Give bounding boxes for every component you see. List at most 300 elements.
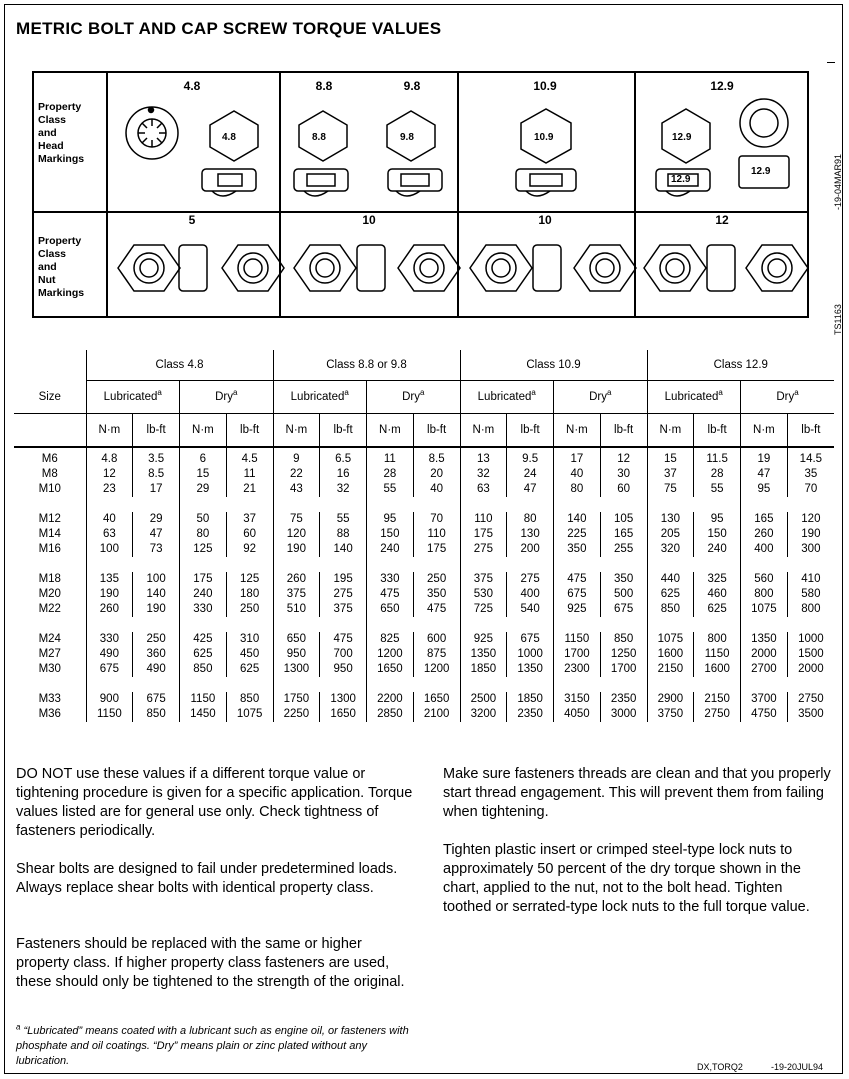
size-cell: M14	[38, 528, 61, 540]
table-row	[14, 447, 834, 467]
torque-cell: 540	[507, 602, 554, 617]
torque-cell: 1650	[367, 662, 414, 677]
head-class-label: 10.9	[533, 79, 557, 93]
dry-header: Dry$^a$	[180, 381, 274, 414]
torque-cell: 150	[367, 527, 414, 542]
torque-cell: 11.5	[694, 447, 741, 467]
torque-cell: 12	[600, 447, 647, 467]
head-class-label: 9.8	[403, 79, 421, 93]
note-right-2: Tighten plastic insert or crimped steel-type lock nuts to approximately 50 percent of the dry torque shown in the chart, applied to the nut, not to the bolt head. Tighten toothed or serrated-type lock nuts to the full torque value.	[443, 842, 810, 915]
torque-cell: 190	[86, 587, 133, 602]
torque-cell: 580	[787, 587, 834, 602]
torque-cell: 675	[554, 587, 601, 602]
markings-diagram	[32, 71, 809, 318]
unit-lbft-header: lb-ft	[787, 414, 834, 448]
unit-blank	[14, 414, 86, 448]
torque-cell: 190	[273, 542, 320, 557]
torque-cell: 2250	[273, 707, 320, 722]
torque-cell: 530	[460, 587, 507, 602]
class-header: Class 12.9	[647, 350, 834, 381]
torque-cell: 17	[133, 482, 180, 497]
page-title: METRIC BOLT AND CAP SCREW TORQUE VALUES	[16, 19, 442, 38]
size-header: Size	[14, 350, 86, 414]
unit-lbft-header: lb-ft	[694, 414, 741, 448]
side-code-date: -19-04MAR91	[833, 153, 843, 210]
torque-cell: 330	[86, 632, 133, 647]
table-row	[14, 602, 834, 617]
torque-cell: 55	[320, 512, 367, 527]
torque-cell: 50	[180, 512, 227, 527]
torque-cell: 190	[133, 602, 180, 617]
torque-cell: 1600	[647, 647, 694, 662]
torque-cell: 675	[86, 662, 133, 677]
size-cell: M27	[38, 648, 61, 660]
torque-cell: 130	[647, 512, 694, 527]
torque-cell: 350	[413, 587, 460, 602]
torque-cell: 22	[273, 467, 320, 482]
unit-nm-header: N·m	[647, 414, 694, 448]
torque-cell: 47	[133, 527, 180, 542]
torque-cell: 105	[600, 512, 647, 527]
torque-cell: 60	[226, 527, 273, 542]
torque-cell: 3200	[460, 707, 507, 722]
unit-nm-header: N·m	[554, 414, 601, 448]
torque-cell: 4.5	[226, 447, 273, 467]
torque-cell: 2200	[367, 692, 414, 707]
torque-cell: 3000	[600, 707, 647, 722]
torque-cell: 13	[460, 447, 507, 467]
torque-cell: 1350	[460, 647, 507, 662]
torque-cell: 55	[367, 482, 414, 497]
torque-cell: 510	[273, 602, 320, 617]
torque-cell: 95	[741, 482, 788, 497]
torque-cell: 800	[694, 632, 741, 647]
torque-cell: 40	[413, 482, 460, 497]
torque-cell: 205	[647, 527, 694, 542]
class-header: Class 8.8 or 9.8	[273, 350, 460, 381]
torque-cell: 1850	[507, 692, 554, 707]
table-row	[14, 527, 834, 542]
torque-cell: 28	[367, 467, 414, 482]
torque-cell: 850	[600, 632, 647, 647]
torque-cell: 4050	[554, 707, 601, 722]
size-cell: M30	[38, 663, 61, 675]
torque-cell: 2300	[554, 662, 601, 677]
group-spacer	[14, 557, 834, 572]
torque-cell: 850	[226, 692, 273, 707]
torque-cell: 925	[460, 632, 507, 647]
size-cell: M8	[41, 468, 58, 480]
nut-10-b-icon	[470, 245, 636, 291]
torque-cell: 2500	[460, 692, 507, 707]
torque-cell: 2000	[787, 662, 834, 677]
table-row	[14, 482, 834, 497]
torque-table	[14, 350, 834, 722]
torque-cell: 1150	[554, 632, 601, 647]
torque-cell: 300	[787, 542, 834, 557]
lubricated-header: Lubricated$^a$	[273, 381, 367, 414]
torque-cell: 125	[180, 542, 227, 557]
torque-cell: 410	[787, 572, 834, 587]
torque-cell: 19	[741, 447, 788, 467]
torque-cell: 1300	[320, 692, 367, 707]
torque-cell: 475	[554, 572, 601, 587]
unit-lbft-header: lb-ft	[600, 414, 647, 448]
torque-cell: 490	[86, 647, 133, 662]
unit-nm-header: N·m	[460, 414, 507, 448]
torque-cell: 400	[741, 542, 788, 557]
torque-cell: 1350	[741, 632, 788, 647]
unit-nm-header: N·m	[273, 414, 320, 448]
head-marking-text: 12.9	[672, 132, 692, 143]
torque-cell: 725	[460, 602, 507, 617]
torque-cell: 1075	[647, 632, 694, 647]
table-row	[14, 572, 834, 587]
torque-cell: 3.5	[133, 447, 180, 467]
nut-class-label: 10	[538, 213, 552, 227]
torque-cell: 100	[86, 542, 133, 557]
torque-cell: 475	[413, 602, 460, 617]
nut-class-label: 10	[362, 213, 376, 227]
unit-nm-header: N·m	[367, 414, 414, 448]
size-cell: M16	[38, 543, 61, 555]
torque-cell: 1075	[226, 707, 273, 722]
torque-cell: 350	[600, 572, 647, 587]
torque-cell: 260	[273, 572, 320, 587]
torque-cell: 30	[600, 467, 647, 482]
torque-cell: 150	[694, 527, 741, 542]
torque-cell: 15	[647, 447, 694, 467]
torque-cell: 2000	[741, 647, 788, 662]
torque-cell: 2350	[507, 707, 554, 722]
head-marking-text: 8.8	[312, 132, 326, 143]
torque-cell: 625	[647, 587, 694, 602]
size-cell: M12	[38, 513, 61, 525]
torque-cell: 23	[86, 482, 133, 497]
table-row	[14, 647, 834, 662]
torque-cell: 1750	[273, 692, 320, 707]
torque-cell: 95	[694, 512, 741, 527]
table-row	[14, 692, 834, 707]
torque-cell: 3500	[787, 707, 834, 722]
nut-class-label: 12	[715, 213, 729, 227]
group-spacer	[14, 677, 834, 692]
torque-cell: 375	[460, 572, 507, 587]
unit-lbft-header: lb-ft	[226, 414, 273, 448]
head-marking-text: 10.9	[534, 132, 554, 143]
head-markings-label: Property Class and Head Markings	[38, 101, 85, 165]
torque-cell: 32	[320, 482, 367, 497]
torque-cell: 32	[460, 467, 507, 482]
torque-cell: 28	[694, 467, 741, 482]
torque-cell: 24	[507, 467, 554, 482]
torque-cell: 950	[273, 647, 320, 662]
class-header: Class 10.9	[460, 350, 647, 381]
doc-date: -19-20JUL94	[771, 1062, 824, 1072]
note-left-1: DO NOT use these values if a different torque value or tightening procedure is given for a specific application. Torque values listed are for general use only. Check tightness of fasteners periodically.	[16, 766, 413, 839]
doc-code: DX,TORQ2	[697, 1062, 743, 1072]
torque-cell: 140	[320, 542, 367, 557]
torque-cell: 2100	[413, 707, 460, 722]
torque-cell: 120	[273, 527, 320, 542]
torque-cell: 1650	[320, 707, 367, 722]
dry-header: Dry$^a$	[367, 381, 461, 414]
torque-cell: 4.8	[86, 447, 133, 467]
torque-cell: 625	[694, 602, 741, 617]
nut-markings-label: Property Class and Nut Markings	[38, 235, 85, 299]
torque-cell: 1150	[86, 707, 133, 722]
head-class-label: 4.8	[183, 79, 201, 93]
markings-illustrations	[34, 73, 807, 316]
torque-cell: 175	[180, 572, 227, 587]
torque-cell: 190	[787, 527, 834, 542]
unit-lbft-header: lb-ft	[133, 414, 180, 448]
torque-cell: 2750	[787, 692, 834, 707]
head-marking-text: 12.9	[751, 166, 771, 177]
torque-cell: 6	[180, 447, 227, 467]
size-cell: M6	[41, 453, 58, 465]
torque-cell: 2150	[647, 662, 694, 677]
torque-cell: 135	[86, 572, 133, 587]
torque-cell: 1700	[600, 662, 647, 677]
torque-cell: 40	[554, 467, 601, 482]
torque-cell: 75	[273, 512, 320, 527]
torque-cell: 440	[647, 572, 694, 587]
torque-cell: 3700	[741, 692, 788, 707]
torque-cell: 100	[133, 572, 180, 587]
torque-cell: 14.5	[787, 447, 834, 467]
torque-cell: 95	[367, 512, 414, 527]
torque-cell: 240	[694, 542, 741, 557]
torque-cell: 37	[226, 512, 273, 527]
table-row	[14, 512, 834, 527]
torque-cell: 800	[741, 587, 788, 602]
table-row	[14, 632, 834, 647]
torque-cell: 140	[133, 587, 180, 602]
size-cell: M24	[38, 633, 61, 645]
unit-lbft-header: lb-ft	[320, 414, 367, 448]
torque-cell: 1450	[180, 707, 227, 722]
torque-cell: 21	[226, 482, 273, 497]
torque-cell: 250	[133, 632, 180, 647]
torque-cell: 600	[413, 632, 460, 647]
unit-nm-header: N·m	[741, 414, 788, 448]
group-spacer	[14, 497, 834, 512]
torque-cell: 73	[133, 542, 180, 557]
torque-cell: 70	[787, 482, 834, 497]
torque-cell: 80	[554, 482, 601, 497]
torque-cell: 425	[180, 632, 227, 647]
dry-header: Dry$^a$	[554, 381, 648, 414]
size-cell: M33	[38, 693, 61, 705]
nut-12-icon	[644, 245, 807, 291]
torque-cell: 360	[133, 647, 180, 662]
torque-cell: 11	[367, 447, 414, 467]
nut-10-icon	[294, 245, 460, 291]
torque-cell: 260	[741, 527, 788, 542]
torque-cell: 3750	[647, 707, 694, 722]
torque-cell: 275	[507, 572, 554, 587]
table-row	[14, 662, 834, 677]
unit-lbft-header: lb-ft	[507, 414, 554, 448]
torque-cell: 180	[226, 587, 273, 602]
torque-cell: 92	[226, 542, 273, 557]
hex-head-9-8-icon	[387, 111, 442, 196]
note-left-2: Shear bolts are designed to fail under predetermined loads. Always replace shear bolts with identical property class.	[16, 861, 398, 896]
torque-cell: 1500	[787, 647, 834, 662]
class-header: Class 4.8	[86, 350, 273, 381]
torque-cell: 120	[787, 512, 834, 527]
torque-cell: 375	[273, 587, 320, 602]
torque-cell: 29	[133, 512, 180, 527]
torque-cell: 80	[180, 527, 227, 542]
torque-cell: 450	[226, 647, 273, 662]
torque-cell: 110	[413, 527, 460, 542]
size-cell: M20	[38, 588, 61, 600]
torque-cell: 2900	[647, 692, 694, 707]
torque-cell: 350	[554, 542, 601, 557]
torque-cell: 29	[180, 482, 227, 497]
torque-cell: 310	[226, 632, 273, 647]
torque-cell: 3150	[554, 692, 601, 707]
lubricated-header: Lubricated$^a$	[86, 381, 180, 414]
torque-cell: 275	[320, 587, 367, 602]
torque-cell: 250	[226, 602, 273, 617]
torque-cell: 260	[86, 602, 133, 617]
torque-cell: 9	[273, 447, 320, 467]
torque-cell: 625	[180, 647, 227, 662]
torque-cell: 825	[367, 632, 414, 647]
size-cell: M36	[38, 708, 61, 720]
torque-cell: 700	[320, 647, 367, 662]
torque-cell: 40	[86, 512, 133, 527]
torque-cell: 110	[460, 512, 507, 527]
size-cell: M10	[38, 483, 61, 495]
torque-cell: 1075	[741, 602, 788, 617]
torque-cell: 140	[554, 512, 601, 527]
note-left-3: Fasteners should be replaced with the same or higher property class. If higher property class fasteners are used, these should only be tightened to the strength of the original.	[16, 936, 405, 990]
torque-cell: 560	[741, 572, 788, 587]
torque-cell: 80	[507, 512, 554, 527]
torque-cell: 175	[413, 542, 460, 557]
torque-cell: 925	[554, 602, 601, 617]
torque-cell: 63	[460, 482, 507, 497]
torque-cell: 2350	[600, 692, 647, 707]
torque-cell: 625	[226, 662, 273, 677]
torque-cell: 1850	[460, 662, 507, 677]
torque-cell: 75	[647, 482, 694, 497]
torque-cell: 15	[180, 467, 227, 482]
torque-cell: 70	[413, 512, 460, 527]
torque-cell: 1000	[787, 632, 834, 647]
torque-cell: 950	[320, 662, 367, 677]
torque-cell: 200	[507, 542, 554, 557]
torque-cell: 88	[320, 527, 367, 542]
torque-cell: 330	[367, 572, 414, 587]
torque-cell: 1650	[413, 692, 460, 707]
dry-header: Dry$^a$	[741, 381, 835, 414]
torque-cell: 4750	[741, 707, 788, 722]
torque-cell: 800	[787, 602, 834, 617]
unit-nm-header: N·m	[86, 414, 133, 448]
torque-cell: 850	[180, 662, 227, 677]
torque-cell: 275	[460, 542, 507, 557]
torque-cell: 900	[86, 692, 133, 707]
torque-cell: 2150	[694, 692, 741, 707]
head-class-label: 8.8	[315, 79, 333, 93]
torque-cell: 130	[507, 527, 554, 542]
torque-cell: 675	[600, 602, 647, 617]
table-row	[14, 467, 834, 482]
nut-5-icon	[118, 245, 284, 291]
corner-mark	[827, 62, 835, 63]
torque-cell: 500	[600, 587, 647, 602]
torque-cell: 850	[647, 602, 694, 617]
torque-cell: 250	[413, 572, 460, 587]
torque-cell: 375	[320, 602, 367, 617]
torque-cell: 240	[180, 587, 227, 602]
size-cell: M22	[38, 603, 61, 615]
unit-lbft-header: lb-ft	[413, 414, 460, 448]
torque-cell: 325	[694, 572, 741, 587]
torque-cell: 1700	[554, 647, 601, 662]
torque-cell: 165	[600, 527, 647, 542]
torque-cell: 17	[554, 447, 601, 467]
torque-cell: 850	[133, 707, 180, 722]
size-cell: M18	[38, 573, 61, 585]
torque-cell: 2750	[694, 707, 741, 722]
group-spacer	[14, 617, 834, 632]
torque-cell: 460	[694, 587, 741, 602]
torque-cell: 11	[226, 467, 273, 482]
torque-cell: 320	[647, 542, 694, 557]
torque-cell: 1150	[180, 692, 227, 707]
torque-cell: 240	[367, 542, 414, 557]
table-row	[14, 542, 834, 557]
torque-cell: 47	[741, 467, 788, 482]
torque-cell: 35	[787, 467, 834, 482]
lubricated-header: Lubricated$^a$	[647, 381, 741, 414]
torque-cell: 37	[647, 467, 694, 482]
torque-cell: 8.5	[413, 447, 460, 467]
unit-nm-header: N·m	[180, 414, 227, 448]
torque-cell: 16	[320, 467, 367, 482]
torque-cell: 330	[180, 602, 227, 617]
torque-cell: 175	[460, 527, 507, 542]
torque-cell: 675	[133, 692, 180, 707]
torque-cell: 43	[273, 482, 320, 497]
torque-cell: 225	[554, 527, 601, 542]
torque-cell: 2850	[367, 707, 414, 722]
torque-cell: 195	[320, 572, 367, 587]
table-row	[14, 707, 834, 722]
head-marking-text: 4.8	[222, 132, 236, 143]
torque-cell: 8.5	[133, 467, 180, 482]
note-right-1: Make sure fasteners threads are clean and that you properly start thread engagement. This will prevent them from failing when tightening.	[443, 766, 831, 820]
torque-cell: 1250	[600, 647, 647, 662]
hex-head-4-8-icon	[202, 111, 258, 196]
head-class-label: 12.9	[710, 79, 734, 93]
hex-head-10-9-icon	[516, 109, 576, 196]
side-code-figure: TS1163	[833, 304, 843, 335]
torque-cell: 125	[226, 572, 273, 587]
torque-cell: 63	[86, 527, 133, 542]
torque-cell: 1150	[694, 647, 741, 662]
torque-cell: 165	[741, 512, 788, 527]
torque-cell: 20	[413, 467, 460, 482]
torque-cell: 9.5	[507, 447, 554, 467]
torque-cell: 1200	[367, 647, 414, 662]
